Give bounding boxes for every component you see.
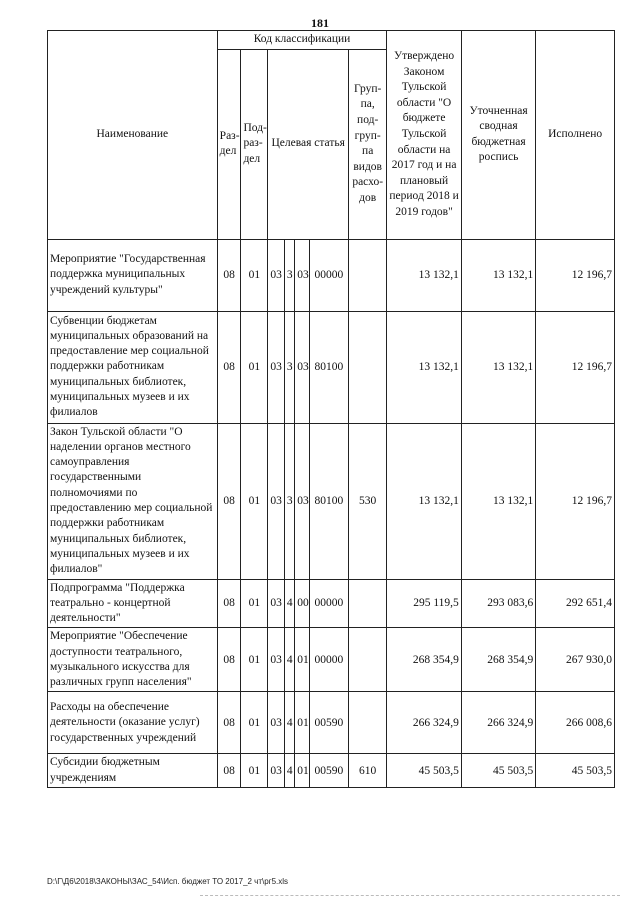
row-direction-cell: 80100 [309,423,348,579]
row-approved-cell: 45 503,5 [387,754,461,788]
row-refined-cell: 13 132,1 [461,311,535,423]
table-row [48,754,615,788]
row-approved-cell: 268 354,9 [387,628,461,692]
row-section-cell: 08 [217,423,241,579]
col-refined-header: Уточненная сводная бюджетная роспись [461,31,535,240]
col-subsection-header: Под-раз-дел [241,49,268,239]
row-subsection-cell: 01 [241,692,268,754]
row-direction-cell: 00000 [309,628,348,692]
row-name-cell: Субвенции бюджетам муниципальных образований на предоставление мер социальной поддержки работникам муниципальных библиотек, муниципальных музеев и их филиалов [48,311,218,423]
row-direction-cell: 00590 [309,692,348,754]
row-executed-cell: 267 930,0 [536,628,615,692]
row-section-cell: 08 [217,579,241,628]
table-row [48,423,615,579]
row-program-cell: 03 [268,754,285,788]
row-subsection-cell: 01 [241,423,268,579]
row-main-event-cell: 03 [295,423,309,579]
row-refined-cell: 293 083,6 [461,579,535,628]
row-executed-cell: 266 008,6 [536,692,615,754]
row-approved-cell: 13 132,1 [387,423,461,579]
col-code-header: Код классификации [217,31,387,50]
row-approved-cell: 13 132,1 [387,239,461,311]
row-subsection-cell: 01 [241,239,268,311]
table-row [48,628,615,692]
row-section-cell: 08 [217,692,241,754]
table-row [48,692,615,754]
row-approved-cell: 295 119,5 [387,579,461,628]
table-row [48,239,615,311]
row-expense-group-cell [349,239,387,311]
row-program-cell: 03 [268,311,285,423]
row-name-cell: Мероприятие "Государственная поддержка муниципальных учреждений культуры" [48,239,218,311]
row-expense-group-cell: 610 [349,754,387,788]
row-refined-cell: 268 354,9 [461,628,535,692]
row-expense-group-cell [349,692,387,754]
row-executed-cell: 45 503,5 [536,754,615,788]
row-subsection-cell: 01 [241,579,268,628]
row-program-cell: 03 [268,692,285,754]
row-executed-cell: 12 196,7 [536,239,615,311]
row-expense-group-cell [349,628,387,692]
table-row [48,579,615,628]
row-refined-cell: 13 132,1 [461,239,535,311]
row-subprogram-cell: 4 [284,579,294,628]
row-section-cell: 08 [217,239,241,311]
row-executed-cell: 12 196,7 [536,311,615,423]
row-subprogram-cell: 3 [284,423,294,579]
row-refined-cell: 13 132,1 [461,423,535,579]
row-approved-cell: 266 324,9 [387,692,461,754]
row-section-cell: 08 [217,754,241,788]
col-section-header: Раз-дел [217,49,241,239]
row-refined-cell: 45 503,5 [461,754,535,788]
col-target-article-header: Целевая статья [268,49,349,239]
row-program-cell: 03 [268,628,285,692]
row-main-event-cell: 03 [295,239,309,311]
row-expense-group-cell [349,579,387,628]
row-name-cell: Закон Тульской области "О наделении органов местного самоуправления государственными полномочиями по предоставлению мер социальной поддержки работникам муниципальных библиотек, муниципальных музеев и их филиалов" [48,423,218,579]
col-expense-group-header: Груп-па, под-груп-па видов расхо-дов [349,49,387,239]
row-section-cell: 08 [217,628,241,692]
col-name-header: Наименование [48,31,218,240]
row-main-event-cell: 03 [295,311,309,423]
row-main-event-cell: 00 [295,579,309,628]
row-expense-group-cell [349,311,387,423]
col-executed-header: Исполнено [536,31,615,240]
row-subprogram-cell: 4 [284,692,294,754]
row-name-cell: Подпрограмма "Поддержка театрально - концертной деятельности" [48,579,218,628]
row-direction-cell: 00000 [309,239,348,311]
row-subprogram-cell: 3 [284,311,294,423]
row-subsection-cell: 01 [241,754,268,788]
row-direction-cell: 00000 [309,579,348,628]
row-program-cell: 03 [268,579,285,628]
col-approved-header: Утверждено Законом Тульской области "О бюджете Тульской области на 2017 год и на плановый период 2018 и 2019 годов" [387,31,461,240]
row-executed-cell: 12 196,7 [536,423,615,579]
row-name-cell: Субсидии бюджетным учреждениям [48,754,218,788]
row-direction-cell: 00590 [309,754,348,788]
table-row [48,311,615,423]
row-subsection-cell: 01 [241,628,268,692]
row-executed-cell: 292 651,4 [536,579,615,628]
row-expense-group-cell: 530 [349,423,387,579]
page-number: 181 [311,16,329,30]
row-program-cell: 03 [268,239,285,311]
budget-table [47,30,615,788]
row-main-event-cell: 01 [295,628,309,692]
header-row-top [48,31,615,50]
row-subprogram-cell: 3 [284,239,294,311]
row-approved-cell: 13 132,1 [387,311,461,423]
row-name-cell: Мероприятие "Обеспечение доступности театрального, музыкального искусства для различных групп населения" [48,628,218,692]
row-program-cell: 03 [268,423,285,579]
row-section-cell: 08 [217,311,241,423]
row-subprogram-cell: 4 [284,628,294,692]
row-main-event-cell: 01 [295,754,309,788]
row-refined-cell: 266 324,9 [461,692,535,754]
row-name-cell: Расходы на обеспечение деятельности (оказание услуг) государственных учреждений [48,692,218,754]
file-path-footer: D:\Г\Д6\2018\ЗАКОНЫ\ЗАС_54\Исп. бюджет ТО 2017_2 чт\рг5.xls [47,877,289,886]
row-direction-cell: 80100 [309,311,348,423]
row-main-event-cell: 01 [295,692,309,754]
scan-artifact-line [200,895,620,896]
row-subprogram-cell: 4 [284,754,294,788]
row-subsection-cell: 01 [241,311,268,423]
